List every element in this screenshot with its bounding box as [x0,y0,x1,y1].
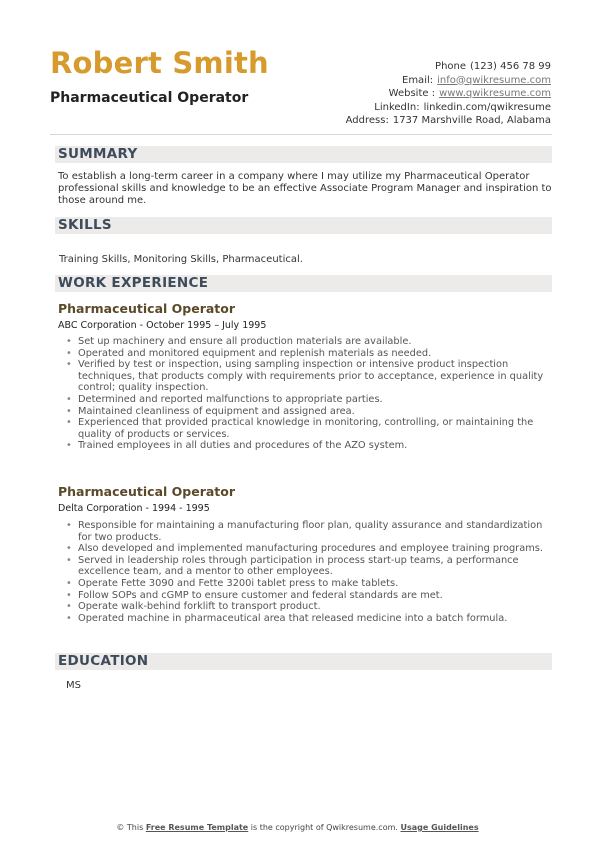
list-item: • Maintained cleanliness of equipment and assigned area. [66,406,552,418]
contact-email [291,74,551,88]
job-duties-list [66,520,552,624]
list-item: • Set up machinery and ensure all production materials are available. [66,336,552,348]
list-item: • Responsible for maintaining a manufacturing floor plan, quality assurance and standardization for two products. [66,520,552,543]
list-item: • Verified by test or inspection, using sampling inspection or intensive product inspection techniques, that products comply with requirements prior to acceptance, experience in quality control; quality inspection. [66,359,552,394]
contact-linkedin [291,101,551,115]
section-heading: WORK EXPERIENCE [58,275,209,291]
list-item: • Follow SOPs and cGMP to ensure customer and federal standards are met. [66,590,552,602]
contact-address [291,114,551,128]
job-company-dates: Delta Corporation - 1994 - 1995 [58,503,210,514]
candidate-name: Robert Smith [50,46,269,80]
skills-section-header [55,217,552,234]
list-item: • Operate Fette 3090 and Fette 3200i tablet press to make tablets. [66,578,552,590]
list-item: • Operated and monitored equipment and replenish materials as needed. [66,348,552,360]
contact-label: Address: [345,115,389,126]
footer [0,823,595,832]
list-item: • Experienced that provided practical knowledge in monitoring, controlling, or maintaining the quality of products or services. [66,417,552,440]
contact-website [291,87,551,101]
summary-section-header [55,146,552,163]
footer-middle: is the copyright of Qwikresume.com. [250,823,398,832]
skills-text: Training Skills, Monitoring Skills, Pharmaceutical. [59,254,303,265]
list-item: • Served in leadership roles through participation in process start-up teams, a performance excellence team, and a mentor to other employees. [66,555,552,578]
job-duties-list [66,336,552,452]
list-item: • Also developed and implemented manufacturing procedures and employee training programs. [66,543,552,555]
contact-value: 1737 Marshville Road, Alabama [392,115,551,126]
list-item: • Trained employees in all duties and procedures of the AZO system. [66,440,552,452]
job-company-dates: ABC Corporation - October 1995 – July 1995 [58,320,267,331]
usage-guidelines-link[interactable]: Usage Guidelines [400,823,479,832]
section-heading: SUMMARY [58,146,138,162]
summary-text: To establish a long-term career in a company where I may utilize my Pharmaceutical Operator professional skills and knowledge to be an effective Associate Program Manager and inspiration to those around me. [58,171,552,206]
contact-label: LinkedIn: [374,101,420,113]
list-item: • Operate walk-behind forklift to transport product. [66,601,552,613]
education-text: MS [66,680,81,691]
email-link[interactable]: info@qwikresume.com [437,74,551,86]
job-title: Pharmaceutical Operator [58,484,236,499]
contact-value: (123) 456 78 99 [470,61,551,72]
education-section-header [55,653,552,670]
experience-section-header [55,275,552,292]
contact-label: Phone [435,61,467,72]
free-resume-template-link[interactable]: Free Resume Template [145,823,249,832]
contact-phone [291,60,551,74]
contact-block [291,60,551,128]
section-heading: EDUCATION [58,653,149,669]
list-item: • Operated machine in pharmaceutical area that released medicine into a batch formula. [66,613,552,625]
website-link[interactable]: www.qwikresume.com [439,88,551,99]
section-heading: SKILLS [58,217,112,233]
job-title: Pharmaceutical Operator [58,301,236,316]
header-divider [50,134,552,135]
footer-prefix: © This [116,823,144,832]
list-item: • Determined and reported malfunctions to appropriate parties. [66,394,552,406]
contact-value: linkedin.com/qwikresume [423,101,551,113]
candidate-title: Pharmaceutical Operator [50,90,249,106]
contact-label: Website : [388,88,436,99]
contact-label: Email: [402,74,434,86]
